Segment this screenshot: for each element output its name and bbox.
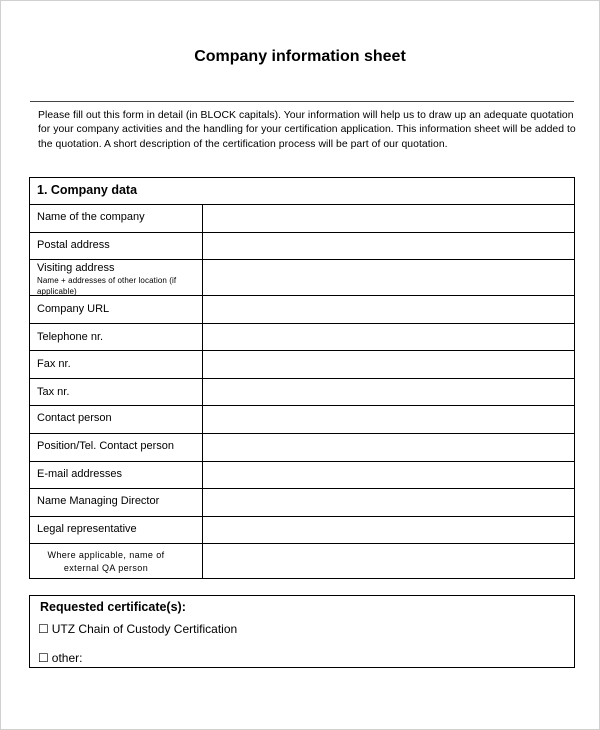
table-row-fax bbox=[30, 351, 574, 379]
row-label: Company URL bbox=[37, 303, 110, 315]
certificates-heading: Requested certificate(s): bbox=[40, 600, 186, 614]
divider bbox=[30, 101, 574, 102]
email-field[interactable] bbox=[202, 462, 574, 488]
legal-representative-field[interactable] bbox=[202, 517, 574, 543]
checkbox-icon[interactable]: ☐ bbox=[38, 622, 49, 636]
utz-option[interactable] bbox=[38, 622, 237, 636]
company-url-field[interactable] bbox=[202, 296, 574, 323]
intro-text: Please fill out this form in detail (in BLOCK capitals). Your information will help us to draw up an adequate quotation for your company activities and the handling for your certification application. This information sheet will be added to the quotation. A short description of the certification process will be part of our quotation. bbox=[38, 110, 576, 150]
managing-director-field[interactable] bbox=[202, 489, 574, 516]
row-label: Fax nr. bbox=[37, 358, 71, 370]
table-row-managing-director bbox=[30, 489, 574, 517]
company-name-field[interactable] bbox=[202, 205, 574, 232]
fax-field[interactable] bbox=[202, 351, 574, 378]
row-label: Where applicable, name of external QA person bbox=[47, 550, 165, 573]
tax-field[interactable] bbox=[202, 379, 574, 405]
table-row-qa-person bbox=[30, 544, 574, 578]
table-row-position-tel bbox=[30, 434, 574, 462]
option-label: other: bbox=[51, 651, 83, 665]
checkbox-icon[interactable]: ☐ bbox=[38, 651, 49, 665]
page-title: Company information sheet bbox=[194, 48, 406, 65]
visiting-address-label: Visiting address bbox=[37, 262, 115, 274]
row-label bbox=[37, 262, 197, 297]
row-label: E-mail addresses bbox=[37, 468, 122, 480]
table-row-tax bbox=[30, 379, 574, 406]
requested-certificates-box bbox=[29, 595, 575, 668]
visiting-address-sublabel: Name + addresses of other location (if applicable) bbox=[37, 276, 177, 296]
table-row-company-url bbox=[30, 296, 574, 324]
row-label: Name of the company bbox=[37, 211, 145, 223]
table-row-visiting-address bbox=[30, 260, 574, 296]
row-label: Legal representative bbox=[37, 523, 137, 535]
table-row-name-of-company bbox=[30, 205, 574, 233]
option-label: UTZ Chain of Custody Certification bbox=[51, 622, 238, 636]
company-data-table bbox=[29, 177, 575, 579]
row-label: Telephone nr. bbox=[37, 331, 104, 343]
table-row-legal-representative bbox=[30, 517, 574, 544]
company-data-heading: 1. Company data bbox=[37, 183, 138, 197]
table-row-postal-address bbox=[30, 233, 574, 260]
row-label: Contact person bbox=[37, 412, 112, 424]
telephone-field[interactable] bbox=[202, 324, 574, 350]
row-label: Postal address bbox=[37, 239, 110, 251]
row-label: Position/Tel. Contact person bbox=[37, 440, 174, 452]
other-option[interactable] bbox=[38, 651, 82, 665]
table-row-email bbox=[30, 462, 574, 489]
table-row-telephone bbox=[30, 324, 574, 351]
qa-person-field[interactable] bbox=[202, 544, 574, 578]
contact-person-field[interactable] bbox=[202, 406, 574, 433]
row-label: Name Managing Director bbox=[37, 495, 160, 507]
table-row-contact-person bbox=[30, 406, 574, 434]
visiting-address-field[interactable] bbox=[202, 260, 574, 295]
row-label: Tax nr. bbox=[37, 386, 70, 398]
company-data-header bbox=[30, 178, 574, 205]
position-tel-field[interactable] bbox=[202, 434, 574, 461]
postal-address-field[interactable] bbox=[202, 233, 574, 259]
